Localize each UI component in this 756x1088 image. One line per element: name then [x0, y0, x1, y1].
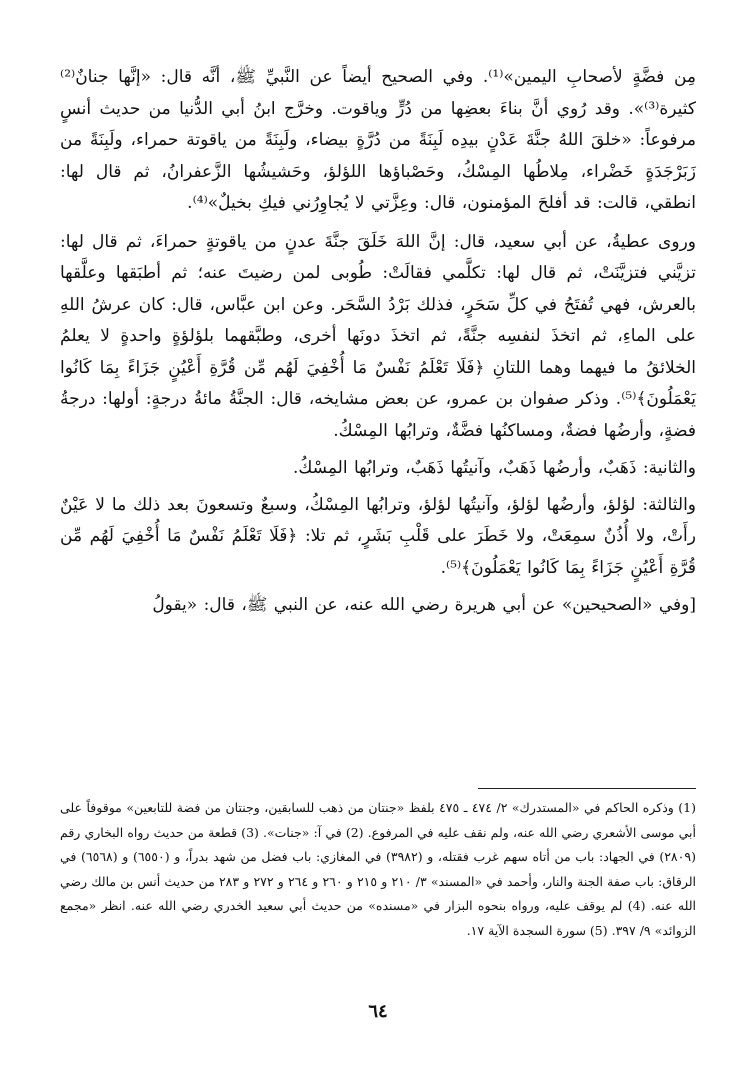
page-number: ٦٤: [368, 1001, 388, 1022]
paragraph-5: [وفي «الصحيحين» عن أبي هريرة رضي الله عنه، عن النبي ﷺ، قال: «يقولُ: [152, 595, 696, 615]
paragraph-4: والثالثة: لؤلؤ، وأرضُها لؤلؤ، وآنيتُها لؤلؤ، وترابُها المِسْكُ، وسبعٌ وتسعونَ بعد ذلك ما لا عَيْنٌ رأَتْ، ولا أُذُنٌ سمِعَتْ، ولا خَطَرَ على قَلْبِ بَشَرٍ، ثم تلا: ﴿فَلَا تَعْلَمُ نَفْسٌ مَا أُخْفِيَ لَهُم مِّن قُرَّةِ أَعْيُنٍ جَزَاءً بِمَا كَانُوا يَعْمَلُونَ﴾⁽⁵⁾.: [60, 494, 696, 578]
paragraph-1: مِن فضَّةٍ لأصحابِ اليمين»⁽¹⁾. وفي الصحيح أيضاً عن النَّبيِّ ﷺ، أنَّه قال: «إنَّها جنانٌ⁽²⁾ كثيرة⁽³⁾». وقد رُوي أنَّ بناءَ بعضِها من دُرٍّ وياقوت. وخرَّج ابنُ أبي الدُّنيا من حديث أنسٍ مرفوعاً: «خلقَ اللهُ جنَّةَ عَدْنٍ بيدِه لَبِنَةً من دُرَّةٍ بيضاء، ولَبِنَةً من ياقوتة حمراء، ولَبِنَةً من زَبَرْجَدَةٍ خَضْراء، مِلاطُها المِسْكُ، وحَصْباؤها اللؤلؤ، وحَشيشُها الزَّعفرانُ، ثم قال لها: انطقي، قالت: قد أفلحَ المؤمنون، قال: وعِزَّتي لا يُجاوِرُني فيكِ بخيلٌ»⁽⁴⁾.: [60, 67, 696, 213]
paragraph-3: والثانية: ذَهَبٌ، وأرضُها ذَهَبٌ، وآنيتُها ذَهَبٌ، وترابُها المِسْكُ.: [292, 458, 696, 478]
paragraph-2: وروى عطيةُ، عن أبي سعيد، قال: إنَّ اللهَ خَلَقَ جنَّةَ عدنٍ من ياقوتةٍ حمراءَ، ثم قال لها: تزيَّني فتزيَّنَتْ، ثم قال لها: تكلَّمي فقالَتْ: طُوبى لمن رضيتَ عنه؛ ثم أطبَقها وعلَّقها بالعرش، فهي تُفتَحُ في كلِّ سَحَرٍ، فذلك بَرْدُ السَّحَر. وعن ابن عبَّاس، قال: كان عرشُ اللهِ على الماءِ، ثم اتخذَ لنفسِه جنَّةً، ثم اتخذَ دونَها أخرى، وطبَّقهما بلؤلؤةٍ واحدةٍ لا يعلمُ الخلائقُ ما فيهما وهما اللتانِ ﴿فَلَا تَعْلَمُ نَفْسٌ مَا أُخْفِيَ لَهُم مِّن قُرَّةِ أَعْيُنٍ جَزَاءً بِمَا كَانُوا يَعْمَلُونَ﴾⁽⁵⁾. وذكر صفوان بن عمرو، عن بعض مشايخه، قال: الجنَّةُ مائةُ درجةٍ: أولها: درجةُ فضةٍ، وأرضُها فضةٌ، ومساكنُها فضَّةٌ، وترابُها المِسْكُ.: [60, 231, 696, 441]
footnote-divider: [478, 788, 696, 789]
footnotes: (1) وذكره الحاكم في «المستدرك» ٢/ ٤٧٤ ـ ٤٧٥ بلفظ «جنتان من ذهب للسابقين، وجنتان من فضة للتابعين» موقوفاً على أبي موسى الأشعري رضي الله عنه، ولم نقف عليه في المرفوع. (2) في آ: «جنات». (3) قطعة من حديث رواه البخاري رقم (٢٨٠٩) في الجهاد: باب من أتاه سهم غرب فقتله، و (٣٩٨٢) في المغازي: باب فضل من شهد بدراً، و (٦٥٥٠) و (٦٥٦٨) في الرقاق: باب صفة الجنة والنار، وأحمد في «المسند» ٣/ ٢١٠ و ٢١٥ و ٢٦٠ و ٢٦٤ و ٢٧٢ و ٢٨٣ من حديث أنس بن مالك رضي الله عنه. (4) لم يوقف عليه، ورواه بنحوه البزار في «مسنده» من حديث أبي سعيد الخدري رضي الله عنه. انظر «مجمع الزوائد» ٩/ ٣٩٧. (5) سورة السجدة الآية ١٧.: [60, 800, 697, 938]
body-text: [60, 62, 696, 622]
